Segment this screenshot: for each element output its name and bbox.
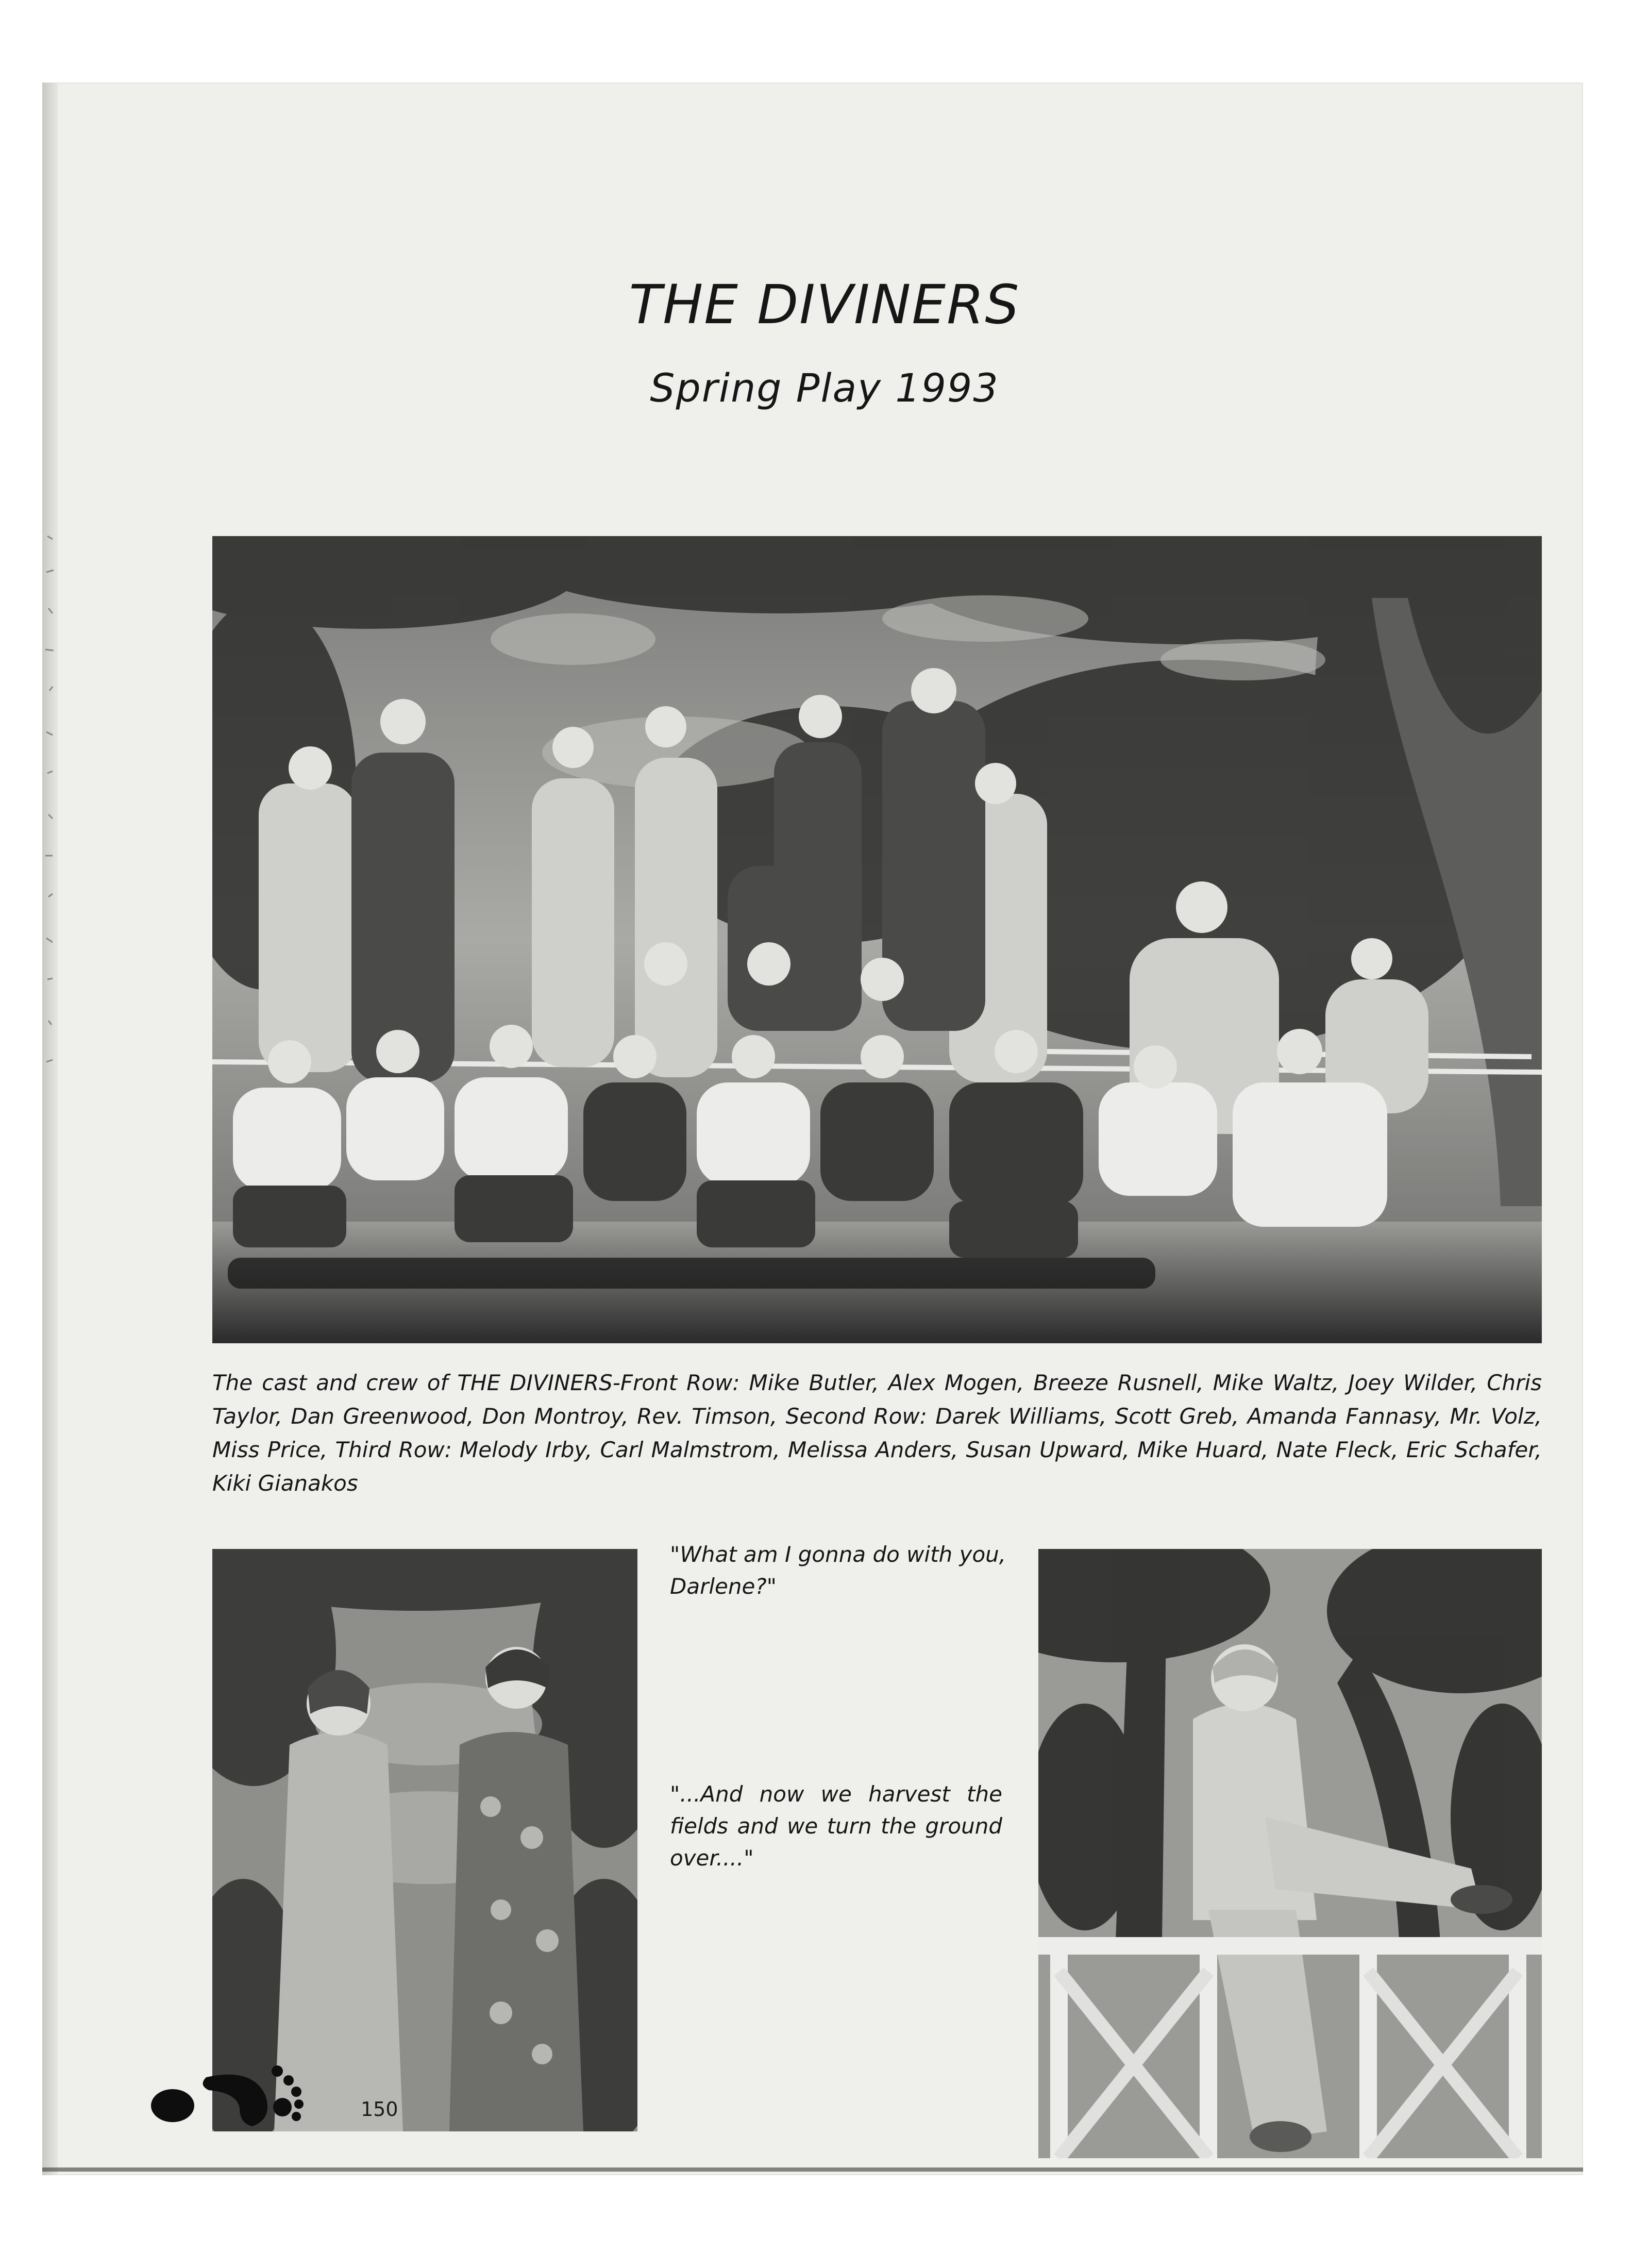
page-title: THE DIVINERS <box>629 273 1020 336</box>
quote-darlene: "What am I gonna do with you, Darlene?" <box>670 1542 1006 1599</box>
cast-group-photo-image <box>212 536 1542 1343</box>
cast-group-photo <box>212 536 1542 1343</box>
footprint-icon <box>149 2041 340 2129</box>
quote-harvest: "...And now we harvest the fields and we turn the ground over...." <box>670 1781 1002 1871</box>
scene-photo-boy-on-fence <box>1038 1549 1542 2158</box>
margin-ink-marks <box>37 526 68 1093</box>
photo-caption: The cast and crew of THE DIVINERS-Front Row: Mike Butler, Alex Mogen, Breeze Rusnell, Mike Waltz, Joey Wilder, Chris Taylor, Dan Greenwood, Don Montroy, Rev. Timson, Second Row: Darek Williams, Scott Greb, Amanda Fannasy, Mr. Volz, Miss Price, Third Row: Melody Irby, Carl Malmstrom, Melissa Anders, Susan Upward, Mike Huard, Nate Fleck, Eric Schafer, Kiki Gianakos <box>212 1370 1542 1496</box>
scene-photo-boy-on-fence-image <box>1038 1549 1542 2158</box>
page-bottom-edge <box>42 2167 1583 2172</box>
page-number: 150 <box>361 2098 398 2121</box>
page-subtitle: Spring Play 1993 <box>650 365 999 411</box>
